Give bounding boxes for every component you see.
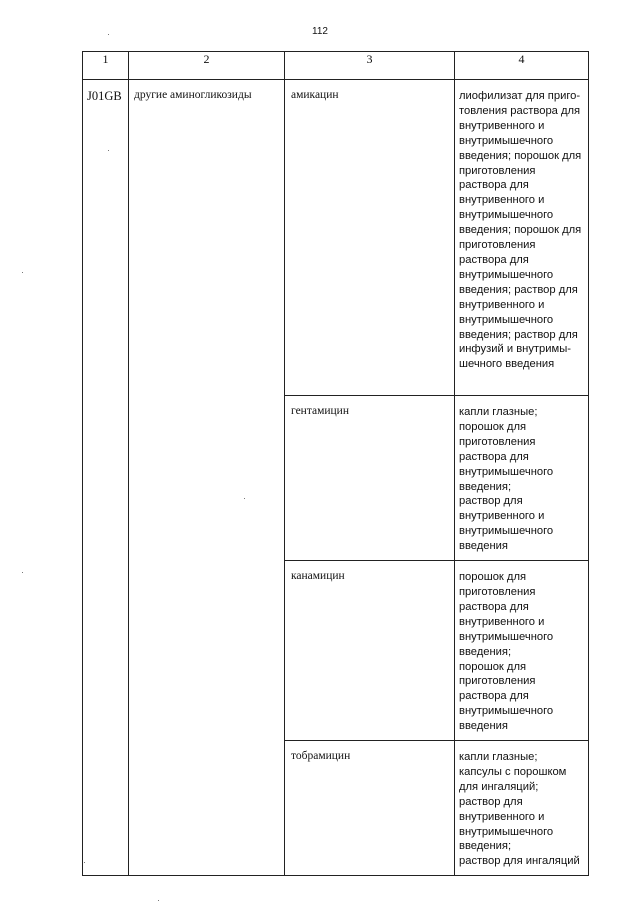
drug-name-cell: амикацин [285,80,455,396]
dosage-forms-cell: капли глазные; порошок для приготовления раствора для внутримышечного введения; раствор для внутривенного и внутримышечного введения [455,396,589,561]
scan-speck [244,498,245,499]
scan-speck [22,572,23,573]
scan-speck [158,900,159,901]
scan-speck [108,150,109,151]
header-col-1: 1 [83,52,129,80]
dosage-forms-cell: порошок для приготовления раствора для внутривенного и внутримышечного введения; порошок для приготовления раствора для внутримышечного введения [455,561,589,741]
table-header-row [83,52,589,80]
header-col-4: 4 [455,52,589,80]
drug-name-cell: тобрамицин [285,741,455,876]
drug-name-cell: канамицин [285,561,455,741]
header-col-3: 3 [285,52,455,80]
scan-speck [108,34,109,35]
scan-speck [84,862,85,863]
atc-code-cell: J01GB [83,80,129,876]
scan-speck [22,272,23,273]
dosage-forms-cell: капли глазные; капсулы с порошком для ингаляций; раствор для внутривенного и внутримышечного введения; раствор для ингаляций [455,741,589,876]
dosage-forms-cell: лиофилизат для приго- товления раствора для внутривенного и внутримышечного введения; порошок для приготовления раствора для внутривенного и внутримышечного введения; порошок для приготовления раствора для внутримышечного введения; раствор для внутривенного и внутримышечного введения; раствор для инфузий и внутримы- шечного введения [455,80,589,396]
group-name-cell: другие аминогликозиды [129,80,285,876]
drug-table [82,51,589,876]
page-number: 112 [312,26,328,37]
header-col-2: 2 [129,52,285,80]
table-row [83,80,589,396]
drug-name-cell: гентамицин [285,396,455,561]
